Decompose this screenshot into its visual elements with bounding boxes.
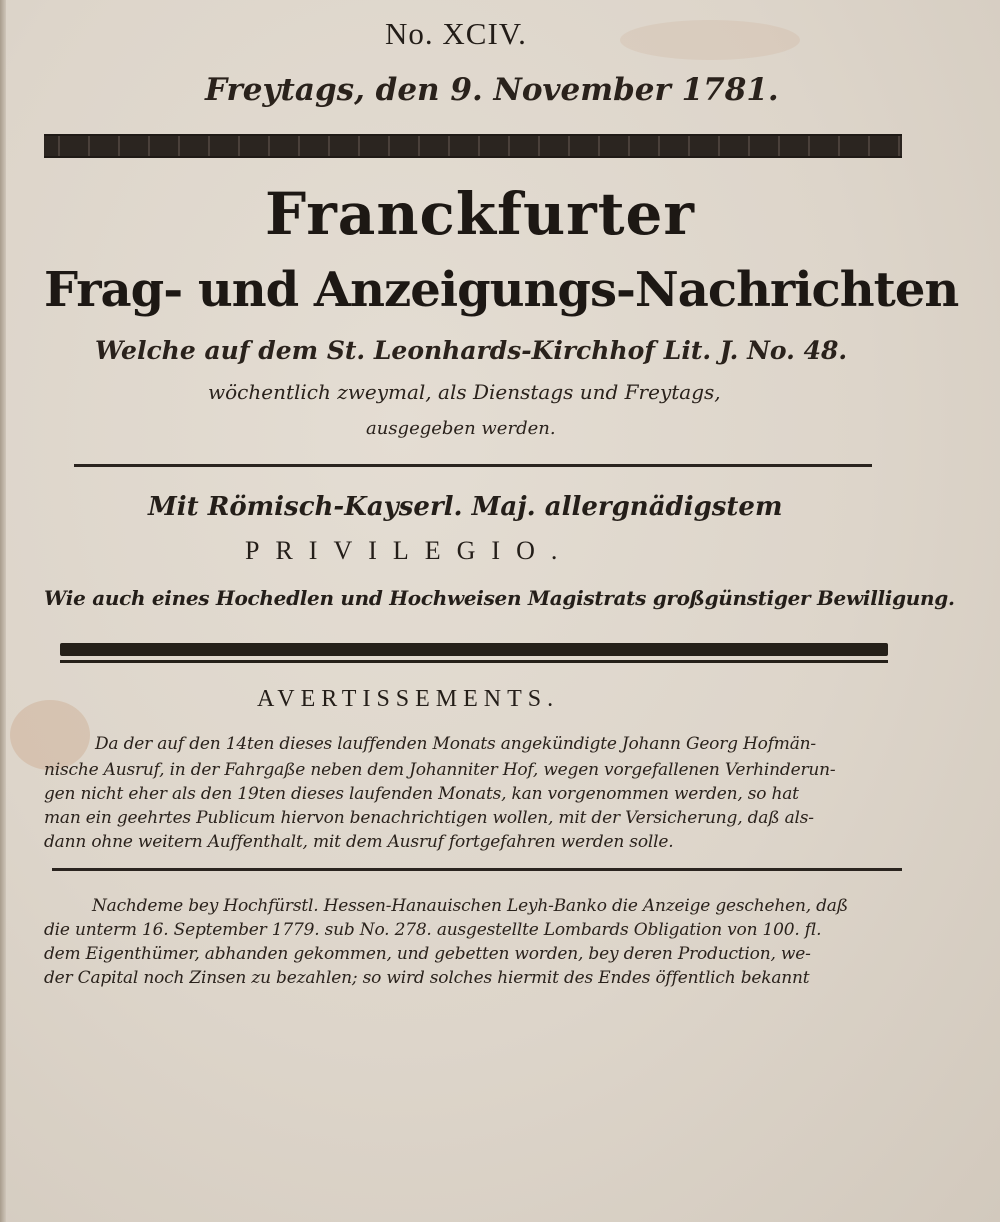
masthead-subtitle-line3: ausgegeben werden. bbox=[366, 418, 556, 439]
masthead-subtitle-line2: wöchentlich zweymal, als Dienstags und Freytags, bbox=[208, 380, 721, 404]
notice2-line: der Capital noch Zinsen zu bezahlen; so wird solches hiermit des Endes öffentlich bekannt bbox=[44, 968, 810, 988]
issue-date: Freytags, den 9. November 1781. bbox=[205, 72, 779, 108]
ornamental-rule bbox=[44, 134, 902, 158]
notice1-line: Da der auf den 14ten dieses lauffenden Monats angekündigte Johann Georg Hofmän- bbox=[95, 734, 816, 754]
notice2-line: Nachdeme bey Hochfürstl. Hessen-Hanauischen Leyh-Banko die Anzeige geschehen, daß bbox=[92, 896, 848, 916]
notice1-line: nische Ausruf, in der Fahrgaße neben dem Johanniter Hof, wegen vorgefallenen Verhinderun- bbox=[44, 760, 836, 780]
notice1-line: gen nicht eher als den 19ten dieses laufenden Monats, kan vorgenommen werden, so hat bbox=[44, 784, 799, 804]
issue-number: No. XCIV. bbox=[385, 16, 527, 51]
notice2-line: die unterm 16. September 1779. sub No. 278. ausgestellte Lombards Obligation von 100. fl. bbox=[44, 920, 822, 940]
divider-rule bbox=[74, 464, 872, 467]
section-heading: AVERTISSEMENTS. bbox=[257, 686, 560, 712]
double-rule-thin bbox=[60, 660, 888, 663]
notice1-line: man ein geehrtes Publicum hiervon benachrichtigen wollen, mit der Versicherung, daß als- bbox=[44, 808, 814, 828]
masthead-subtitle-line1: Welche auf dem St. Leonhards-Kirchhof Lit. J. No. 48. bbox=[95, 336, 848, 365]
notice-divider bbox=[52, 868, 902, 871]
paper-stain bbox=[620, 20, 800, 60]
double-rule-thick bbox=[60, 643, 888, 656]
masthead-title-line1: Franckfurter bbox=[265, 180, 695, 248]
privilege-line1: Mit Römisch-Kayserl. Maj. allergnädigstem bbox=[148, 492, 783, 522]
privilege-line3: Wie auch eines Hochedlen und Hochweisen Magistrats großgünstiger Bewilligung. bbox=[44, 586, 955, 610]
notice2-line: dem Eigenthümer, abhanden gekommen, und gebetten worden, bey deren Production, we- bbox=[44, 944, 811, 964]
notice1-line: dann ohne weitern Auffenthalt, mit dem Ausruf fortgefahren werden solle. bbox=[44, 832, 674, 852]
masthead-title-line2: Frag- und Anzeigungs-Nachrichten bbox=[44, 262, 959, 318]
privilege-line2: PRIVILEGIO. bbox=[245, 536, 574, 565]
